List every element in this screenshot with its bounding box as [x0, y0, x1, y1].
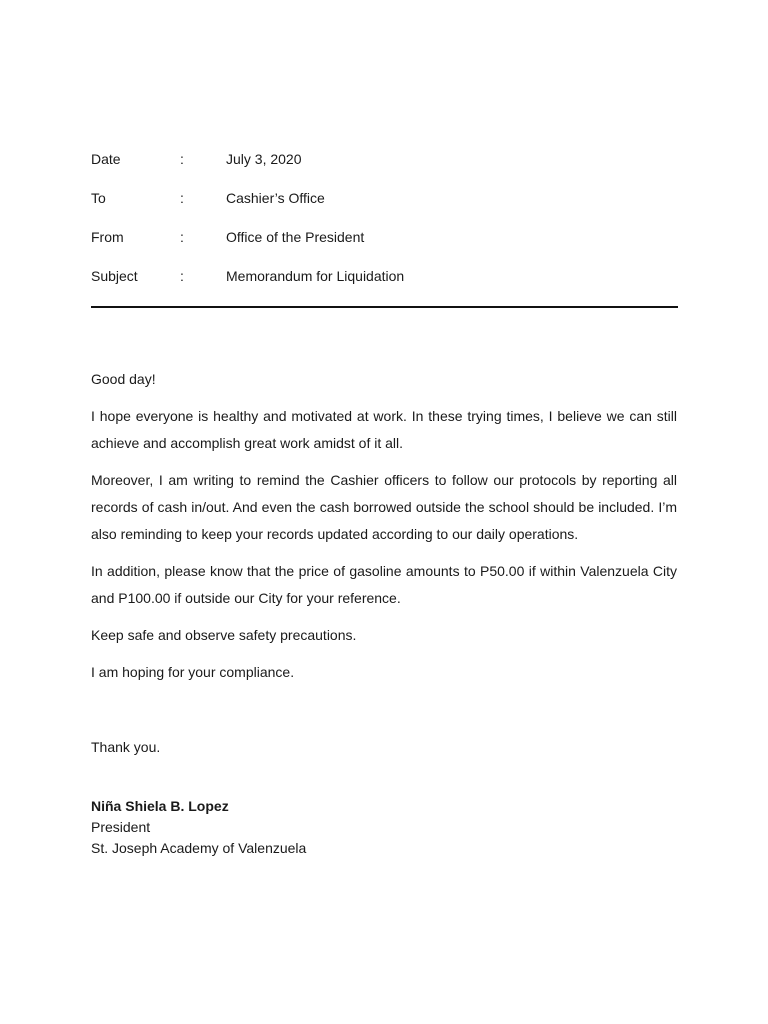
- from-label: From: [91, 229, 124, 245]
- greeting: Good day!: [91, 371, 156, 387]
- header-row-to: [91, 189, 677, 208]
- date-colon: :: [180, 151, 184, 167]
- body-paragraph-1: I hope everyone is healthy and motivated at work. In these trying times, I believe we can still achieve and accomplish great work amidst of it all.: [91, 408, 677, 451]
- body-paragraph-3: In addition, please know that the price of gasoline amounts to P50.00 if within Valenzuela City and P100.00 if outside our City for your reference.: [91, 563, 677, 606]
- to-value: Cashier’s Office: [226, 190, 325, 206]
- signatory-name: Niña Shiela B. Lopez: [91, 798, 229, 814]
- body-paragraph-4: Keep safe and observe safety precautions.: [91, 627, 357, 643]
- memo-header: [91, 150, 677, 286]
- signature-block: [91, 796, 306, 859]
- body-paragraph-5: I am hoping for your compliance.: [91, 664, 295, 680]
- to-label: To: [91, 190, 106, 206]
- date-value: July 3, 2020: [226, 151, 302, 167]
- spacer: [91, 696, 677, 734]
- header-row-from: [91, 228, 677, 247]
- signatory-organization: St. Joseph Academy of Valenzuela: [91, 840, 307, 856]
- subject-label: Subject: [91, 268, 138, 284]
- date-label: Date: [91, 151, 121, 167]
- to-colon: :: [180, 190, 184, 206]
- from-value: Office of the President: [226, 229, 365, 245]
- header-row-subject: [91, 267, 677, 286]
- subject-value: Memorandum for Liquidation: [226, 268, 405, 284]
- body-paragraph-2: Moreover, I am writing to remind the Cashier officers to follow our protocols by reporting all records of cash in/out. And even the cash borrowed outside the school should be included. I’m also reminding to keep your records updated according to our daily operations.: [91, 472, 677, 542]
- subject-colon: :: [180, 268, 184, 284]
- signatory-title: President: [91, 819, 151, 835]
- from-colon: :: [180, 229, 184, 245]
- memo-body: [91, 366, 677, 771]
- closing: Thank you.: [91, 739, 161, 755]
- header-row-date: [91, 150, 677, 169]
- header-divider: [91, 306, 678, 308]
